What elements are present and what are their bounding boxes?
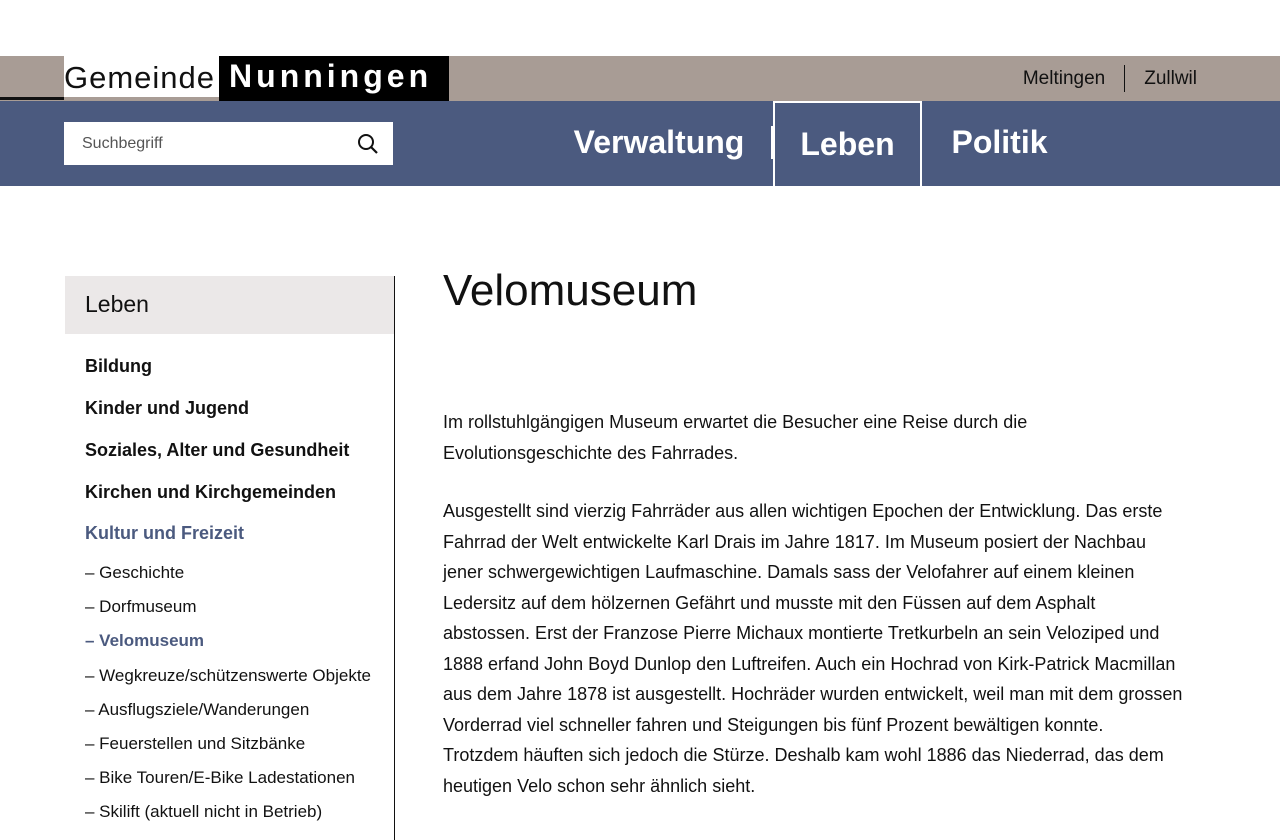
sidebar-subitem-bike-touren[interactable]: – Bike Touren/E-Bike Ladestationen xyxy=(85,768,355,787)
search-icon[interactable] xyxy=(357,133,379,155)
logo-underline xyxy=(0,97,64,100)
sidebar-item-kultur-und-freizeit[interactable]: Kultur und Freizeit xyxy=(85,523,244,543)
sidebar-item-kinder-und-jugend[interactable]: Kinder und Jugend xyxy=(85,398,249,418)
link-meltingen[interactable]: Meltingen xyxy=(1022,67,1106,89)
content-paragraph: Ausgestellt sind vierzig Fahrräder aus allen wichtigen Epochen der Entwicklung. Das erste Fahrrad der Welt entwickelte Karl Drais im Jahre 1817. Im Museum posiert der Nachbau jener schwergewichtigen Laufmaschine. Damals sass der Velofahrer auf einem kleinen Ledersitz auf dem hölzernen Gefährt und musste mit den Füssen auf dem Asphalt abstossen. Erst der Franzose Pierre Michaux montierte Tretkurbeln an sein Veloziped und 1888 erfand John Boyd Dunlop den Luftreifen. Auch ein Hochrad von Kirk-Patrick Macmillan aus dem Jahre 1878 ist ausgestellt. Hochräder wurden entwickelt, weil man mit dem grossen Vorderrad viel schneller fahren und Steigungen bis fünf Prozent bewältigen konnte. Trotzdem häuften sich jedoch die Stürze. Deshalb kam wohl 1886 das Niederrad, das dem heutigen Velo schon sehr ähnlich sieht. xyxy=(443,501,1183,796)
sidebar-subitem-dorfmuseum[interactable]: – Dorfmuseum xyxy=(85,597,197,616)
search-input[interactable] xyxy=(80,134,357,154)
sidebar-subitem-geschichte[interactable]: – Geschichte xyxy=(85,563,185,582)
main-content xyxy=(443,262,1183,801)
sidebar-subitem-feuerstellen[interactable]: – Feuerstellen und Sitzbänke xyxy=(85,734,306,753)
sidebar-subitem-skilift[interactable]: – Skilift (aktuell nicht in Betrieb) xyxy=(85,802,323,821)
neighbor-links xyxy=(1023,56,1197,101)
sidebar-item-kirchen[interactable]: Kirchen und Kirchgemeinden xyxy=(85,482,337,502)
sidebar-subitem-ausflugsziele[interactable]: – Ausflugsziele/Wanderungen xyxy=(85,700,310,719)
sidebar-subitem-wegkreuze[interactable]: – Wegkreuze/schützenswerte Objekte xyxy=(85,666,371,685)
nav-politik[interactable]: Politik xyxy=(951,124,1048,160)
sidebar-subitem-velomuseum[interactable]: – Velomuseum xyxy=(85,631,205,650)
sidebar-item-bildung[interactable]: Bildung xyxy=(85,356,152,376)
sidebar xyxy=(65,276,395,840)
sidebar-item-soziales[interactable]: Soziales, Alter und Gesundheit xyxy=(85,440,350,460)
nav-verwaltung[interactable]: Verwaltung xyxy=(573,124,745,160)
sidebar-heading: Leben xyxy=(65,276,394,334)
link-separator xyxy=(1124,65,1125,92)
nav-leben[interactable]: Leben xyxy=(773,101,922,186)
site-logo[interactable] xyxy=(64,56,449,101)
page-title: Velomuseum xyxy=(443,266,698,315)
main-navbar xyxy=(0,101,1280,186)
content-paragraph: Im rollstuhlgängigen Museum erwartet die Besucher eine Reise durch die Evolutionsgeschichte des Fahrrades. xyxy=(443,412,1028,463)
logo-name: Nunningen xyxy=(219,56,449,101)
search-box xyxy=(64,122,393,165)
logo-prefix: Gemeinde xyxy=(64,56,219,97)
link-zullwil[interactable]: Zullwil xyxy=(1144,67,1197,89)
